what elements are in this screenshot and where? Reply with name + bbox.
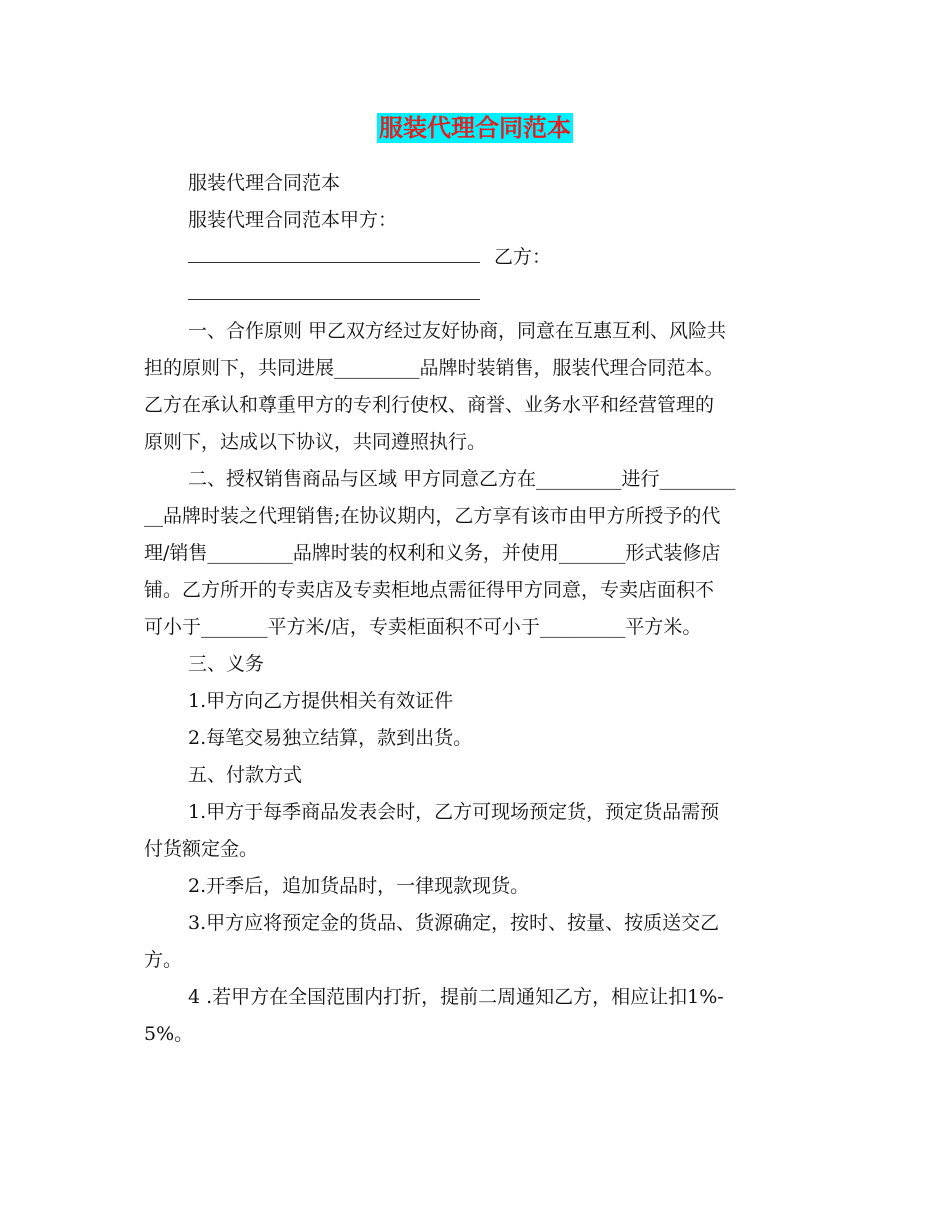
para2-line: 理/销售_________品牌时装的权利和义务，并使用_______形式装修店 bbox=[144, 542, 721, 564]
section3-item: 1.甲方向乙方提供相关有效证件 bbox=[188, 690, 454, 712]
section5-item: 4 .若甲方在全国范围内打折，提前二周通知乙方，相应让扣1%- bbox=[188, 986, 724, 1008]
para1-line: 原则下，达成以下协议，共同遵照执行。 bbox=[144, 431, 487, 453]
para2-line: 可小于_______平方米/店，专卖柜面积不可小于_________平方米。 bbox=[144, 616, 702, 638]
para2-line: 二、授权销售商品与区域 甲方同意乙方在_________进行________ bbox=[188, 468, 736, 490]
para2-line: 铺。乙方所开的专卖店及专卖柜地点需征得甲方同意，专卖店面积不 bbox=[144, 579, 715, 601]
para1-line: 担的原则下，共同进展_________品牌时装销售，服装代理合同范本。 bbox=[144, 357, 724, 379]
section5-item: 3.甲方应将预定金的货品、货源确定，按时、按量、按质送交乙 bbox=[188, 912, 720, 934]
para1-line: 乙方在承认和尊重甲方的专利行使权、商誉、业务水平和经营管理的 bbox=[144, 394, 715, 416]
section5-item: 1.甲方于每季商品发表会时，乙方可现场预定货，预定货品需预 bbox=[188, 801, 720, 823]
section3-heading: 三、义务 bbox=[188, 653, 265, 675]
party-b-label: 乙方： bbox=[494, 246, 552, 268]
party-a-blank bbox=[188, 242, 480, 263]
document-title: 服装代理合同范本 bbox=[379, 114, 571, 142]
section5-item: 付货额定金。 bbox=[144, 838, 259, 860]
party-b-blank-line bbox=[144, 276, 808, 313]
section3-item: 2.每笔交易独立结算，款到出货。 bbox=[188, 727, 473, 749]
intro-line-1: 服装代理合同范本 bbox=[188, 172, 341, 194]
document-body bbox=[144, 165, 808, 1053]
section5-heading: 五、付款方式 bbox=[188, 764, 303, 786]
title-wrap bbox=[0, 113, 950, 143]
party-b-blank bbox=[188, 279, 480, 300]
section5-item: 方。 bbox=[144, 949, 183, 971]
party-b-line bbox=[144, 239, 808, 276]
party-a-line: 服装代理合同范本甲方： bbox=[188, 209, 398, 231]
para2-line: __品牌时装之代理销售;在协议期内，乙方享有该市由甲方所授予的代 bbox=[144, 505, 721, 527]
para1-line: 一、合作原则 甲乙双方经过友好协商，同意在互惠互利、风险共 bbox=[188, 320, 727, 342]
section5-item: 2.开季后，追加货品时，一律现款现货。 bbox=[188, 875, 530, 897]
section5-item: 5%。 bbox=[144, 1023, 194, 1045]
